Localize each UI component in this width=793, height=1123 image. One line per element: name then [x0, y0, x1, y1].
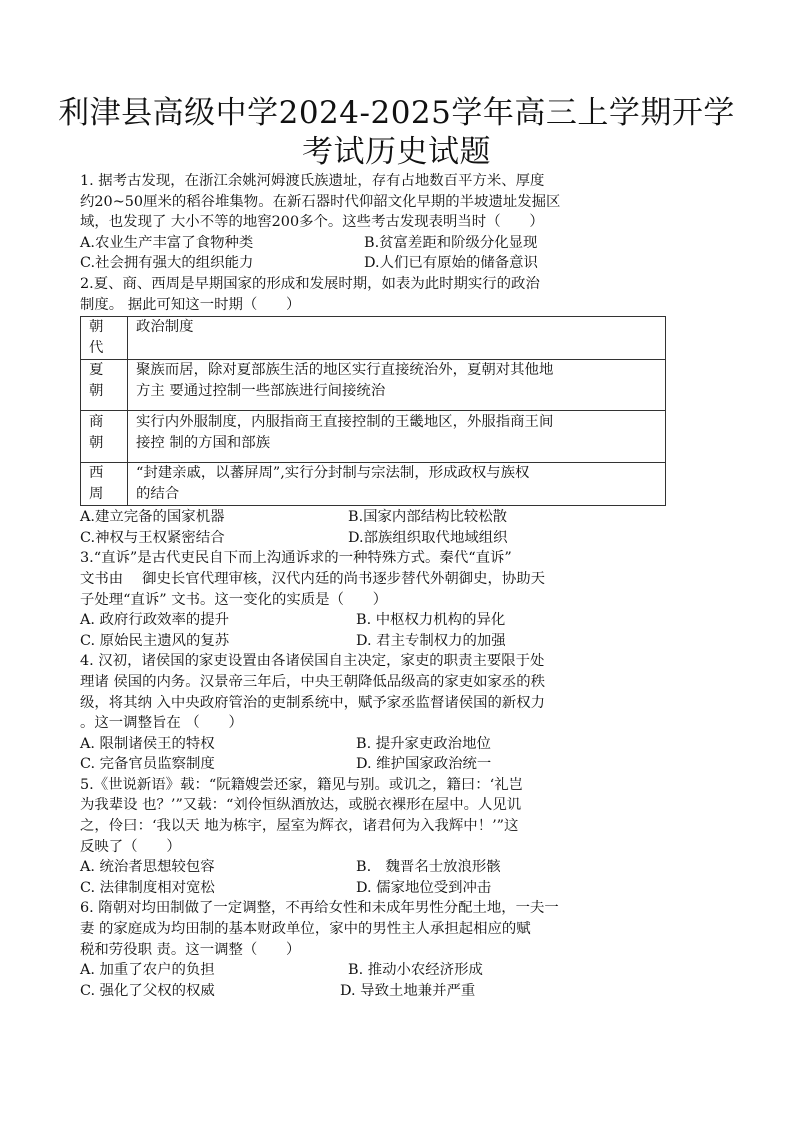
- dynasty-cell: 夏 朝: [81, 360, 128, 411]
- question-4-line: 。这一调整旨在 （ ）: [80, 715, 243, 732]
- question-4-line: 4. 汉初，诸侯国的家吏设置由各诸侯国自主决定，家吏的职责主要限于处: [80, 653, 545, 670]
- exam-body: [80, 171, 720, 1001]
- question-3-line: 子处理“直诉” 文书。这一变化的实质是（ ）: [80, 591, 388, 608]
- option-b[interactable]: B.贫富差距和阶级分化显现: [364, 234, 538, 251]
- question-6-options-row: [80, 981, 720, 1002]
- question-3-options-row: [80, 610, 720, 631]
- system-cell: 实行内外服制度，内服指商王直接控制的王畿地区，外服指商王间 接控 制的方国和部族: [128, 411, 666, 463]
- option-d[interactable]: D. 维护国家政治统一: [356, 756, 492, 773]
- option-b[interactable]: B.国家内部结构比较松散: [348, 509, 508, 526]
- option-c[interactable]: C.神权与王权紧密结合: [80, 529, 225, 546]
- question-3-line: 3.“直诉”是古代吏民自下而上沟通诉求的一种特殊方式。秦代“直诉”: [80, 550, 512, 567]
- question-2: [80, 274, 720, 548]
- question-6: [80, 898, 720, 1001]
- question-1-line: 域，也发现了 大小不等的地窖200多个。这些考古发现表明当时（ ）: [80, 214, 544, 231]
- question-5-line: 5.《世说新语》载：“阮籍嫂尝还家，籍见与别。或讥之，籍曰：‘礼岂: [80, 776, 523, 793]
- system-cell: 聚族而居，除对夏部族生活的地区实行直接统治外，夏朝对其他地 方主 要通过控制一些部族进行间接统治: [128, 360, 666, 411]
- dynasty-cell: 西 周: [81, 463, 128, 506]
- exam-title-line1: 利津县高级中学2024-2025学年高三上学期开学: [58, 95, 735, 131]
- option-c[interactable]: C.社会拥有强大的组织能力: [80, 255, 254, 272]
- option-b[interactable]: B. 推动小农经济形成: [348, 962, 483, 979]
- option-d[interactable]: D.人们已有原始的储备意识: [364, 255, 538, 272]
- question-2-line: 2.夏、商、西周是早期国家的形成和发展时期，如表为此时期实行的政治: [80, 275, 540, 292]
- exam-title-line2: 考试历史试题: [302, 134, 491, 170]
- question-4-options-row: [80, 734, 720, 755]
- dynasty-cell: 商 朝: [81, 411, 128, 463]
- option-b[interactable]: B. 提升家吏政治地位: [356, 735, 491, 752]
- question-5-options-row: [80, 857, 720, 878]
- table-header-row: [81, 317, 666, 360]
- option-a[interactable]: A. 政府行政效率的提升: [80, 612, 230, 629]
- option-a[interactable]: A.农业生产丰富了食物种类: [80, 234, 254, 251]
- question-4: [80, 651, 720, 775]
- question-4-options-row: [80, 754, 720, 775]
- question-5-line: 反映了（ ）: [80, 838, 181, 855]
- option-c[interactable]: C. 强化了父权的权威: [80, 982, 215, 999]
- option-d[interactable]: D. 儒家地位受到冲击: [356, 879, 492, 896]
- option-b[interactable]: B. 中枢权力机构的异化: [356, 612, 506, 629]
- system-header-cell: 政治制度: [128, 317, 666, 360]
- question-3-line: 文书由 御史长官代理审核，汉代内廷的尚书逐步替代外朝御史，协助天: [80, 570, 546, 587]
- question-3: [80, 548, 720, 651]
- option-d[interactable]: D. 导致土地兼并严重: [340, 982, 476, 999]
- question-5: [80, 775, 720, 899]
- question-5-options-row: [80, 878, 720, 899]
- question-2-options-row: [80, 528, 720, 549]
- option-a[interactable]: A. 限制诸侯王的特权: [80, 735, 215, 752]
- option-c[interactable]: C. 法律制度相对宽松: [80, 879, 215, 896]
- question-4-line: 理诸 侯国的内务。汉景帝三年后，中央王朝降低品级高的家吏如家丞的秩: [80, 673, 546, 690]
- option-a[interactable]: A.建立完备的国家机器: [80, 509, 225, 526]
- option-d[interactable]: D.部族组织取代地域组织: [348, 529, 508, 546]
- question-1-options-row: [80, 253, 720, 274]
- question-2-options-row: [80, 507, 720, 528]
- option-c[interactable]: C. 完备官员监察制度: [80, 756, 215, 773]
- table-row: [81, 463, 666, 506]
- question-6-line: 税和劳役职 责。这一调整（ ）: [80, 941, 301, 958]
- question-5-line: 为我辈设 也？’”又载：“刘伶恒纵酒放达，或脱衣裸形在屋中。人见讥: [80, 797, 522, 814]
- system-cell: “封建亲戚，以蕃屏周”,实行分封制与宗法制，形成政权与族权 的结合: [128, 463, 666, 506]
- question-6-line: 妻 的家庭成为均田制的基本财政单位，家中的男性主人承担起相应的赋: [80, 921, 531, 938]
- table-row: [81, 360, 666, 411]
- option-d[interactable]: D. 君主专制权力的加强: [356, 632, 506, 649]
- table-row: [81, 411, 666, 463]
- option-c[interactable]: C. 原始民主遗风的复苏: [80, 632, 230, 649]
- question-4-line: 级，将其纳 入中央政府管治的吏制系统中，赋予家丞监督诸侯国的新权力: [80, 694, 546, 711]
- question-1-line: 约20~50厘米的稻谷堆集物。在新石器时代仰韶文化早期的半坡遗址发掘区: [80, 193, 561, 210]
- question-2-line: 制度。 据此可知这一时期（ ）: [80, 296, 301, 313]
- question-1-options-row: [80, 233, 720, 254]
- question-1: [80, 171, 720, 274]
- question-1-line: 1. 据考古发现，在浙江余姚河姆渡氏族遗址，存有占地数百平方米、厚度: [80, 173, 545, 189]
- question-6-options-row: [80, 960, 720, 981]
- question-6-line: 6. 隋朝对均田制做了一定调整，不再给女性和未成年男性分配土地，一夫一: [80, 900, 559, 917]
- option-a[interactable]: A. 加重了农户的负担: [80, 962, 215, 979]
- question-3-options-row: [80, 631, 720, 652]
- option-b[interactable]: B. 魏晋名士放浪形骸: [356, 859, 501, 876]
- option-a[interactable]: A. 统治者思想较包容: [80, 859, 215, 876]
- dynasty-header-cell: 朝 代: [81, 317, 128, 360]
- question-5-line: 之，伶曰：‘我以天 地为栋宇，屋室为辉衣，诸君何为入我辉中！’”这: [80, 818, 519, 835]
- political-system-table: [80, 316, 666, 506]
